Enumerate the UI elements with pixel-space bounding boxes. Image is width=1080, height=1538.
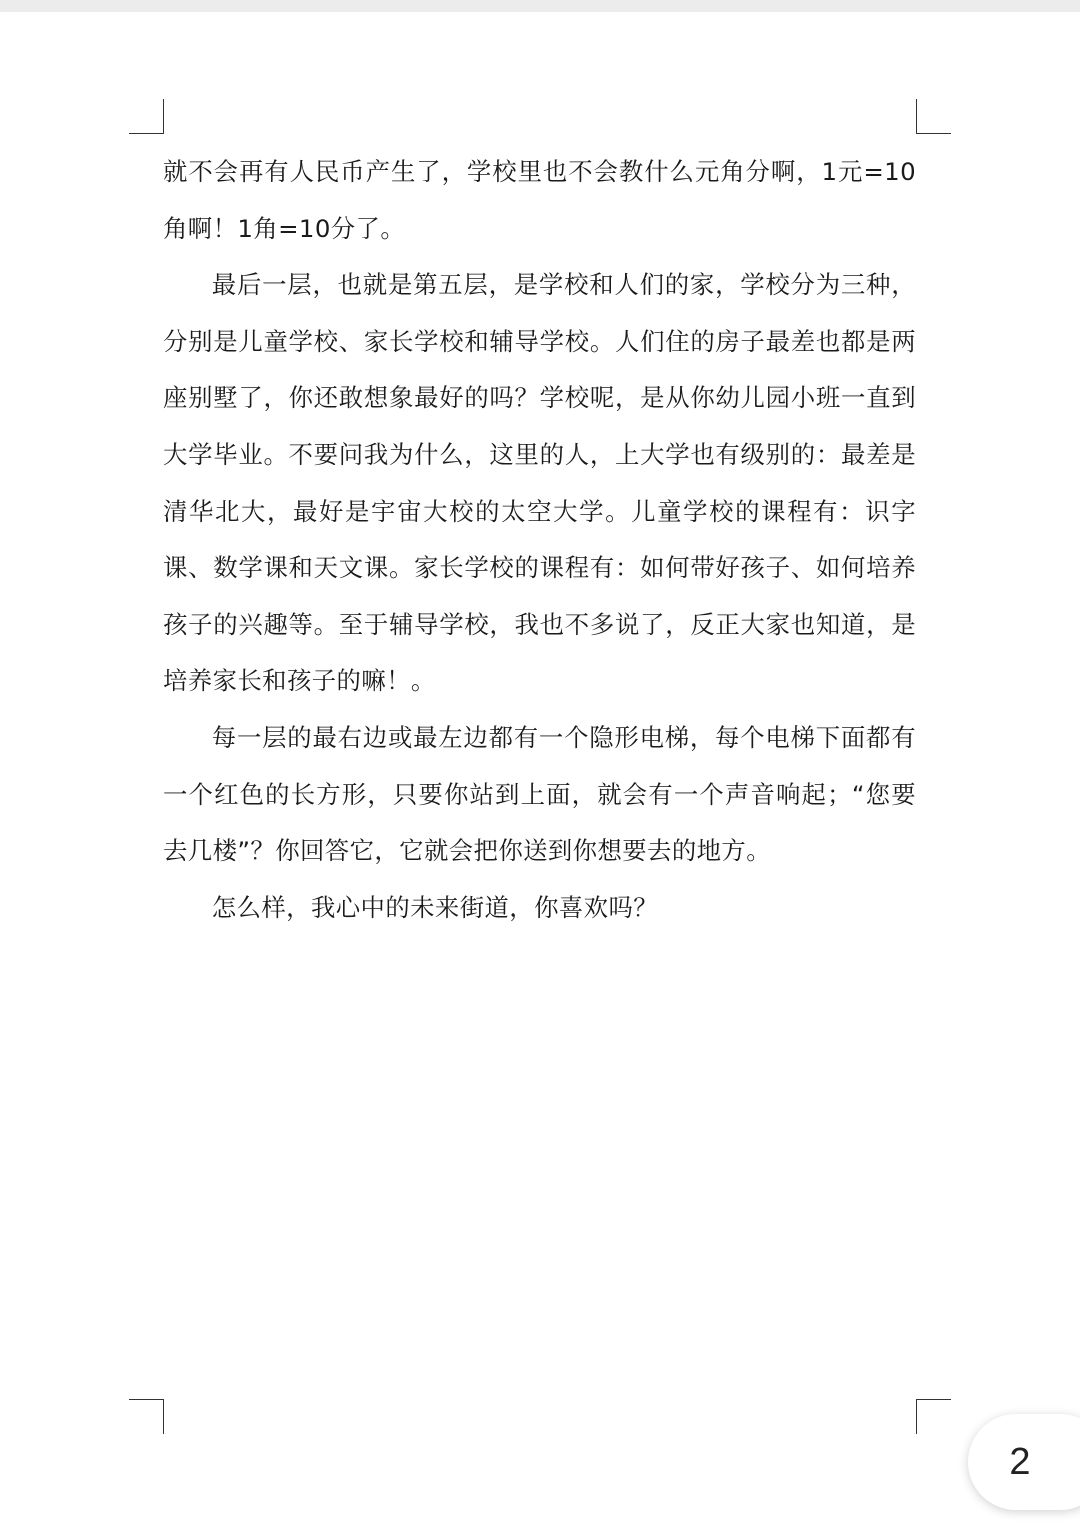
paragraph-4: 怎么样，我心中的未来街道，你喜欢吗？	[211, 892, 659, 922]
paragraph-2: 最后一层，也就是第五层，是学校和人们的家，学校分为三种，分别是儿童学校、家长学校和辅导学校。人们住的房子最差也都是两座别墅了，你还敢想象最好的吗？学校呢，是从你幼儿园小班一直到大学毕业。不要问我为什么，这里的人，上大学也有级别的：最差是清华北大，最好是宇宙大校的太空大学。儿童学校的课程有：识字课、数学课和天文课。家长学校的课程有：如何带好孩子、如何培养孩子的兴趣等。至于辅导学校，我也不多说了，反正大家也知道，是培养家长和孩子的嘛！。	[163, 270, 916, 696]
crop-mark-top-right	[916, 99, 951, 134]
top-toolbar-edge	[0, 0, 1080, 12]
paragraph-1: 就不会再有人民币产生了，学校里也不会教什么元角分啊，1元=10角啊！1角=10分了。	[163, 157, 916, 243]
document-body	[163, 144, 916, 936]
page-number: 2	[1009, 1441, 1031, 1483]
crop-mark-bottom-left	[129, 1399, 164, 1434]
paragraph-3: 每一层的最右边或最左边都有一个隐形电梯，每个电梯下面都有一个红色的长方形，只要你站到上面，就会有一个声音响起；“您要去几楼”？你回答它，它就会把你送到你想要去的地方。	[163, 722, 916, 866]
crop-mark-bottom-right	[916, 1399, 951, 1434]
page-number-badge[interactable]	[968, 1414, 1080, 1510]
crop-mark-top-left	[129, 99, 164, 134]
